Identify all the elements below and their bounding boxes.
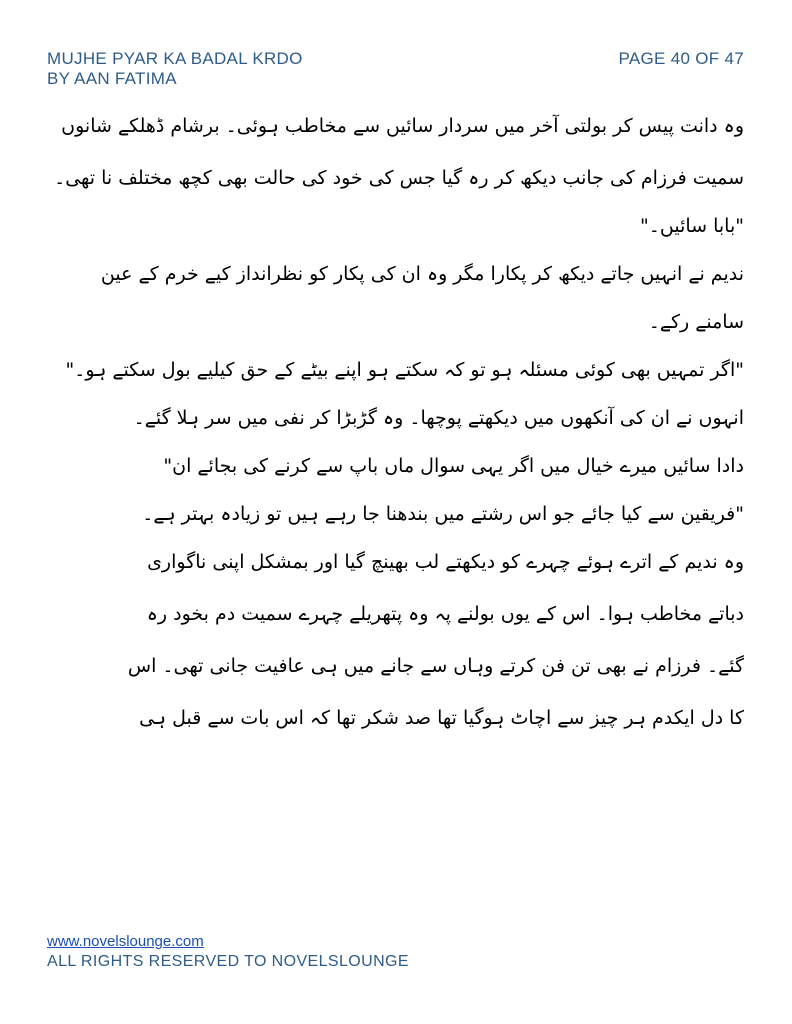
page-number: PAGE 40 OF 47 — [618, 49, 744, 68]
document-header-left — [47, 49, 303, 89]
text-line: سمیت فرزام کی جانب دیکھ کر رہ گیا جس کی خود کی حالت بھی کچھ مختلف نا تھی۔ — [54, 167, 744, 189]
text-line: ندیم نے انہیں جاتے دیکھ کر پکارا مگر وہ ان کی پکار کو نظرانداز کیے خرم کے عین — [100, 263, 744, 285]
text-line: انہوں نے ان کی آنکھوں میں دیکھتے پوچھا۔ وہ گڑبڑا کر نفی میں سر ہلا گئے۔ — [133, 407, 744, 429]
text-line: سامنے رکے۔ — [648, 311, 744, 333]
urdu-body-text — [42, 100, 744, 744]
text-line: گئے۔ فرزام نے بھی تن فن کرتے وہاں سے جانے میں ہی عافیت جانی تھی۔ اس — [127, 655, 744, 677]
text-line: "فریقین سے کیا جائے جو اس رشتے میں بندھنا جا رہے ہیں تو زیادہ بہتر ہے۔ — [142, 503, 744, 525]
text-line: "اگر تمہیں بھی کوئی مسئلہ ہو تو کہ سکتے ہو اپنے بیٹے کے حق کیلیے بول سکتے ہو۔" — [65, 359, 744, 381]
rights-notice: ALL RIGHTS RESERVED TO NOVELSLOUNGE — [47, 953, 409, 970]
text-line: "بابا سائیں۔" — [640, 215, 744, 237]
document-footer — [47, 932, 409, 972]
text-line: کا دل ایکدم ہر چیز سے اچاٹ ہوگیا تھا صد شکر تھا کہ اس بات سے قبل ہی — [139, 707, 744, 729]
text-line: وہ دانت پیس کر بولتی آخر میں سردار سائیں سے مخاطب ہوئی۔ برشام ڈھلکے شانوں — [61, 115, 744, 137]
text-line: دادا سائیں میرے خیال میں اگر یہی سوال ماں باپ سے کرنے کی بجائے ان" — [163, 455, 744, 477]
text-line: دباتے مخاطب ہوا۔ اس کے یوں بولنے پہ وہ پتھریلے چہرے سمیت دم بخود رہ — [146, 603, 744, 625]
text-line: وہ ندیم کے اترے ہوئے چہرے کو دیکھتے لب بھینچ گیا اور بمشکل اپنی ناگواری — [147, 551, 744, 573]
author-name: BY AAN FATIMA — [47, 69, 177, 88]
website-link[interactable]: www.novelslounge.com — [47, 933, 204, 950]
novel-title: MUJHE PYAR KA BADAL KRDO — [47, 49, 303, 68]
